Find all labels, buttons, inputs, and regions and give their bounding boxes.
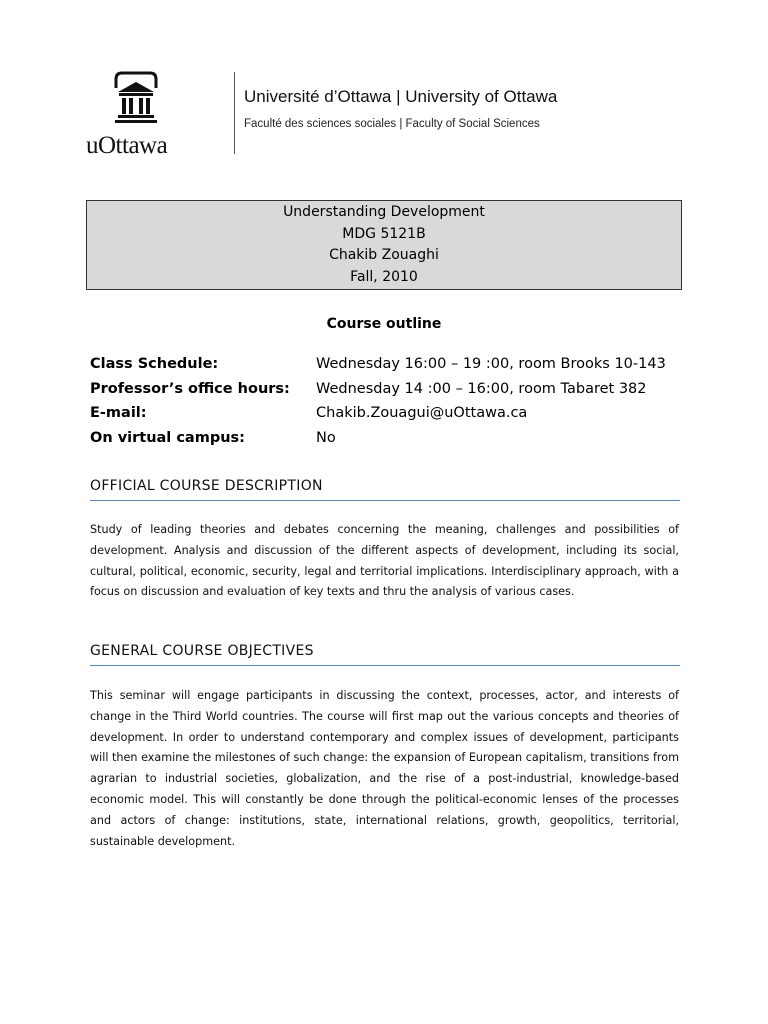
email-link[interactable]: Chakib.Zouagui@uOttawa.ca <box>316 405 528 422</box>
info-row-schedule <box>90 352 730 377</box>
faculty-names: Faculté des sciences sociales | Faculty of Social Sciences <box>244 118 540 130</box>
course-title-box <box>86 200 682 290</box>
course-outline-heading: Course outline <box>326 316 442 332</box>
logo-wordmark: uOttawa <box>86 132 168 159</box>
section-heading-objectives: GENERAL COURSE OBJECTIVES <box>90 643 680 666</box>
info-label: Professor’s office hours: <box>90 380 290 397</box>
info-value: No <box>316 429 336 446</box>
university-building-icon <box>112 70 160 126</box>
professor-name: Chakib Zouaghi <box>329 247 439 263</box>
course-code: MDG 5121B <box>342 225 426 242</box>
info-label: E-mail: <box>90 405 147 422</box>
info-label: Class Schedule: <box>90 356 219 373</box>
info-row-office-hours <box>90 377 730 402</box>
university-names: Université d’Ottawa | University of Ottawa <box>244 87 558 106</box>
course-objectives-text: This seminar will engage participants in discussing the context, processes, actor, and interests of change in the Third World countries. The course will first map out the various concepts and theories of development. In order to understand contemporary and complex issues of development, participants will then examine the milestones of such change: the expansion of European capitalism, transitions from agrarian to industrial societies, globalization, and the rise of a post-industrial, knowledge-based economic model. This will constantly be done through the political-economic lenses of the processes and actors of change: institutions, state, international relations, growth, geopolitics, territorial, sustainable development. <box>90 689 679 848</box>
section-heading-description: OFFICIAL COURSE DESCRIPTION <box>90 478 680 501</box>
course-term: Fall, 2010 <box>350 268 418 285</box>
header-divider <box>234 72 235 154</box>
info-label: On virtual campus: <box>90 429 245 446</box>
course-info-table <box>90 352 730 450</box>
course-name: Understanding Development <box>283 204 485 220</box>
uottawa-logo <box>86 70 226 160</box>
info-value: Wednesday 14 :00 – 16:00, room Tabaret 382 <box>316 380 647 397</box>
course-description-text: Study of leading theories and debates concerning the meaning, challenges and possibilities of development. Analysis and discussion of the different aspects of development, including its social, cultural, political, economic, security, legal and territorial implications. Interdisciplinary approach, with a focus on discussion and evaluation of key texts and thru the analysis of various cases. <box>90 523 679 599</box>
info-value: Wednesday 16:00 – 19 :00, room Brooks 10-143 <box>316 356 666 373</box>
info-row-email <box>90 401 730 426</box>
info-row-virtual-campus <box>90 426 730 451</box>
